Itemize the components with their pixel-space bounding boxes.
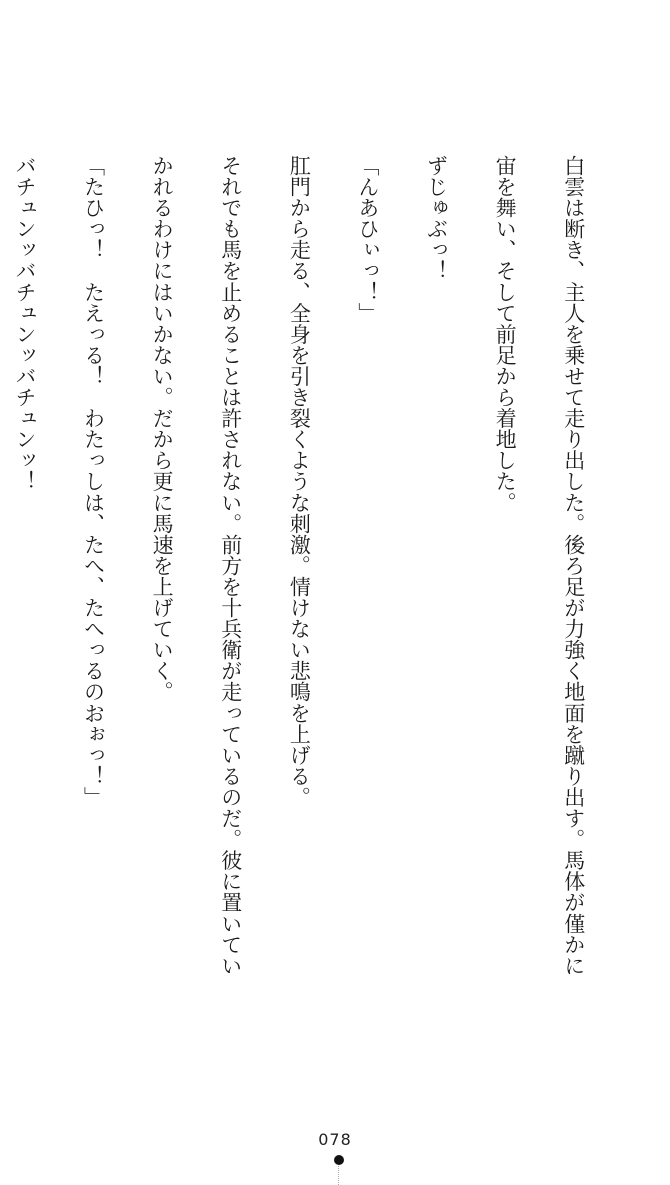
vertical-text-body: [0, 155, 625, 1015]
text-line: ずじゅぶっ！: [424, 155, 449, 282]
text-line: バチュンッバチュンッバチュンッ！: [12, 155, 37, 492]
text-line: かれるわけにはいかない。だから更に馬速を上げていく。: [150, 155, 175, 703]
text-line: 宙を舞い、そして前足から着地した。: [493, 155, 518, 513]
page-marker-line: [338, 1166, 339, 1185]
text-line: 「んあひぃっ！」: [355, 155, 380, 324]
text-line: それでも馬を止めることは許されない。前方を十兵衛が走っているのだ。彼に置いてい: [218, 155, 243, 976]
text-line: 白雲は断き、主人を乗せて走り出した。後ろ足が力強く地面を蹴り出す。馬体が僅かに: [561, 155, 586, 976]
page-marker-dot: [334, 1155, 344, 1165]
page-number: 078: [318, 1130, 352, 1149]
text-line: 「たひっ！ たえっる！ わたっしは、たへ、たへっるのおぉっ！」: [81, 155, 106, 808]
text-line: 肛門から走る、全身を引き裂くような刺激。情けない悲鳴を上げる。: [287, 155, 312, 808]
